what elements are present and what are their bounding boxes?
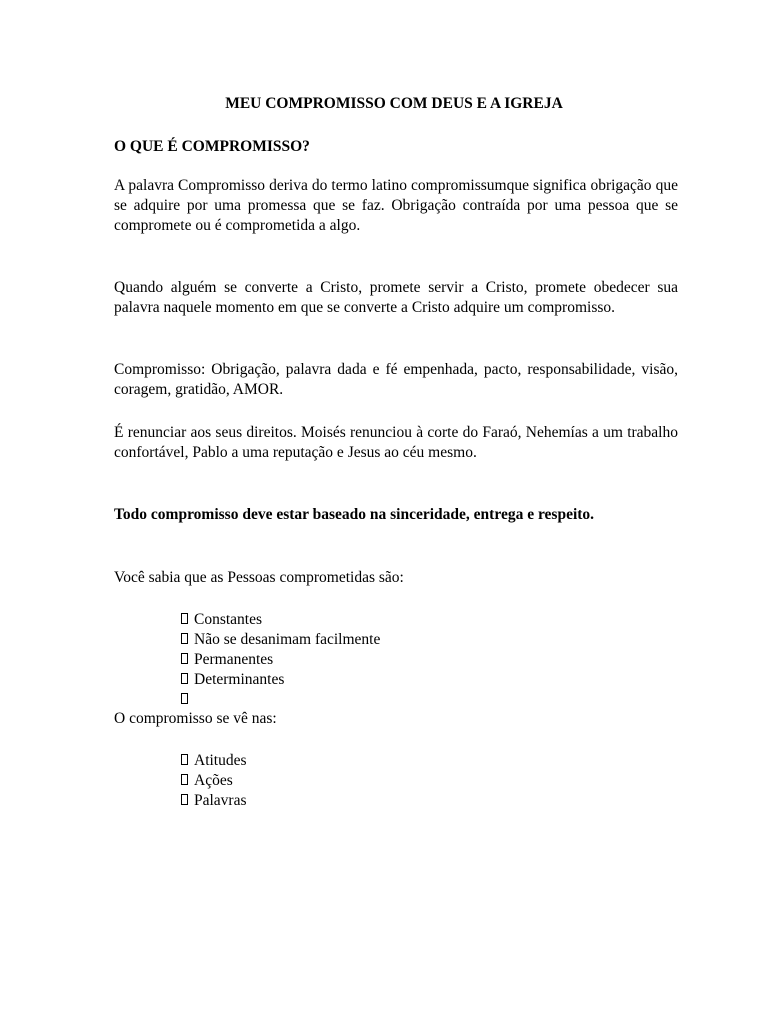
list-item: [181, 610, 380, 630]
checkbox-bullet-icon: [181, 794, 188, 805]
paragraph-conversion: Quando alguém se converte a Cristo, promete servir a Cristo, promete obedecer sua palavra naquele momento em que se converte a Cristo adquire um compromisso.: [114, 279, 678, 316]
paragraph-renounce: É renunciar aos seus direitos. Moisés renunciou à corte do Faraó, Nehemías a um trabalho confortável, Pablo a uma reputação e Jesus ao céu mesmo.: [114, 424, 678, 461]
paragraph-synonyms: Compromisso: Obrigação, palavra dada e fé empenhada, pacto, responsabilidade, visão, coragem, gratidão, AMOR.: [114, 361, 678, 398]
checkbox-bullet-icon: [181, 613, 188, 624]
list-item: [181, 771, 247, 791]
list-item-label: Constantes: [194, 611, 263, 628]
checkbox-bullet-icon: [181, 653, 188, 664]
committed-list: [181, 610, 380, 710]
list-item-label: Palavras: [194, 792, 247, 809]
seen-intro: O compromisso se vê nas:: [114, 710, 277, 727]
seen-list: [181, 751, 247, 811]
list-item: [181, 690, 380, 710]
list-item-label: Ações: [194, 772, 233, 789]
list-item: [181, 670, 380, 690]
list-item-label: Não se desanimam facilmente: [194, 631, 381, 648]
checkbox-bullet-icon: [181, 673, 188, 684]
section-heading: O QUE É COMPROMISSO?: [114, 138, 310, 155]
list-item: [181, 650, 380, 670]
list-item-label: Determinantes: [194, 671, 285, 688]
checkbox-bullet-icon: [181, 633, 188, 644]
list-item: [181, 791, 247, 811]
paragraph-definition: A palavra Compromisso deriva do termo latino compromissumque significa obrigação que se adquire por uma promessa que se faz. Obrigação contraída por uma pessoa que se compromete ou é comprometida a algo.: [114, 177, 678, 234]
list-item: [181, 751, 247, 771]
list-item-label: Permanentes: [194, 651, 274, 668]
document-title: MEU COMPROMISSO COM DEUS E A IGREJA: [225, 95, 563, 112]
checkbox-bullet-icon: [181, 754, 188, 765]
checkbox-bullet-icon: [181, 693, 188, 704]
committed-intro: Você sabia que as Pessoas comprometidas são:: [114, 569, 404, 586]
paragraph-bold-statement: Todo compromisso deve estar baseado na sinceridade, entrega e respeito.: [114, 506, 595, 523]
list-item: [181, 630, 380, 650]
list-item-label: Atitudes: [194, 752, 247, 769]
checkbox-bullet-icon: [181, 774, 188, 785]
